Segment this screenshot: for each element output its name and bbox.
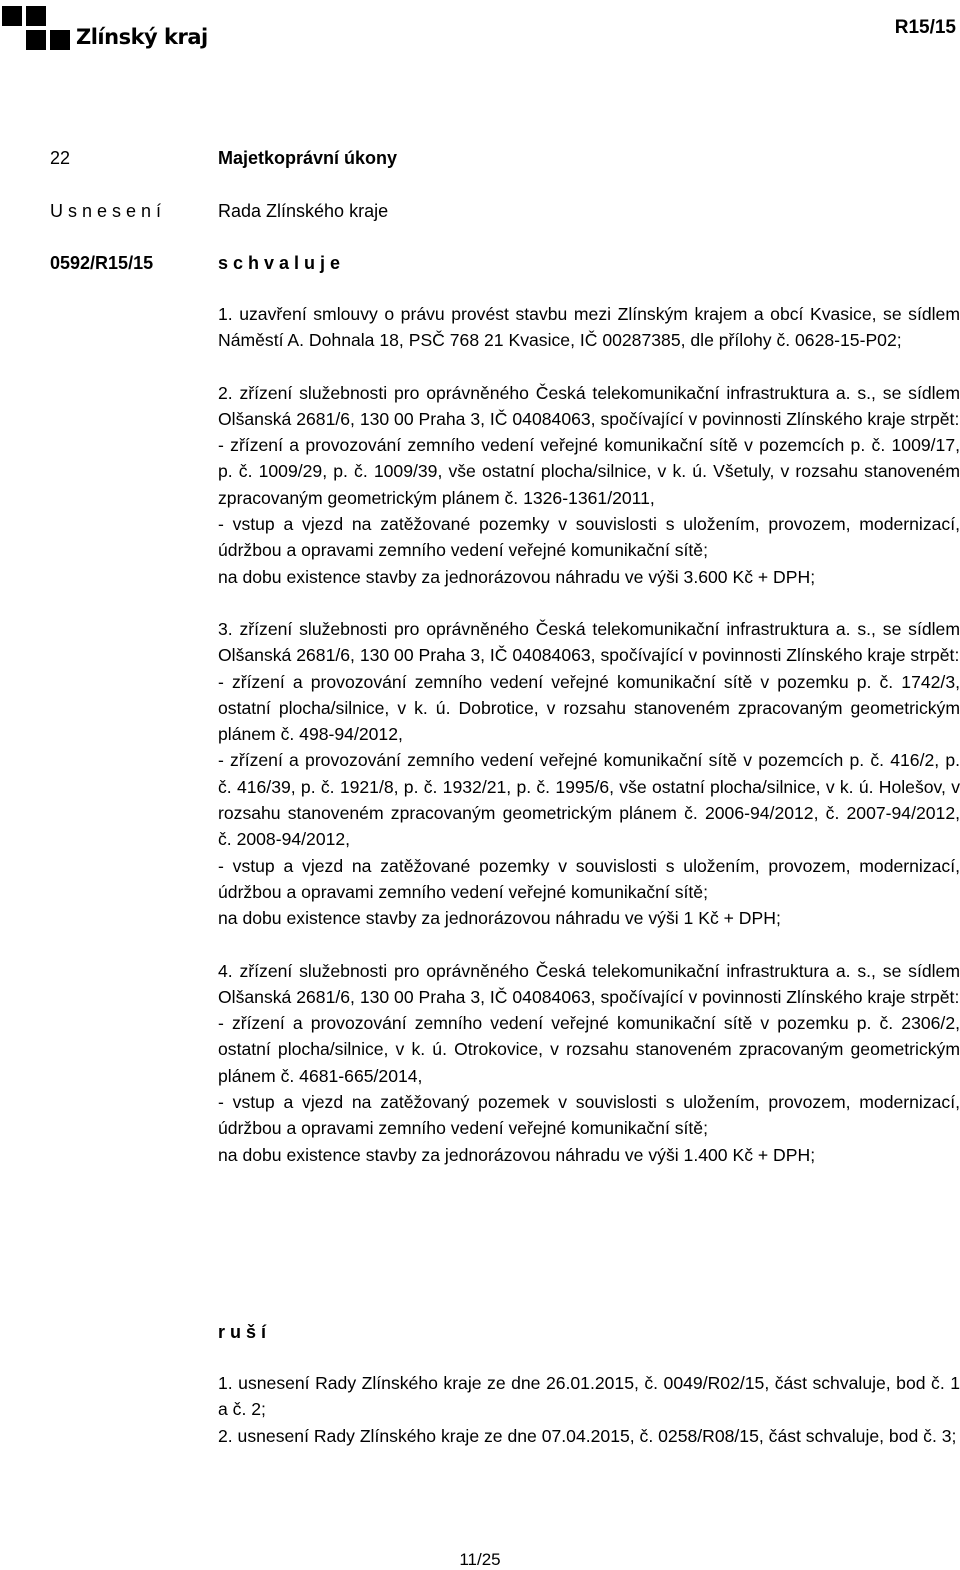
logo-square-icon [26, 30, 46, 50]
paragraph: 2. zřízení služebnosti pro oprávněného Česká telekomunikační infrastruktura a. s., se sídlem Olšanská 2681/6, 130 00 Praha 3, IČ 04084063, spočívající v povinnosti Zlínského kraje strpět: [218, 382, 960, 429]
item-title: Majetkoprávní úkony [218, 148, 398, 168]
paragraph: - zřízení a provozování zemního vedení veřejné komunikační sítě v pozemku p. č. 1742/3, ostatní plocha/silnice, v k. ú. Dobrotice, v rozsahu stanoveném zpracovaným geometrickým plánem č. 498-94/2012, [218, 671, 960, 745]
paragraph: 1. usnesení Rady Zlínského kraje ze dne 26.01.2015, č. 0049/R02/15, část schvaluje, bod č. 1 a č. 2; [218, 1373, 960, 1420]
paragraph: - vstup a vjezd na zatěžovaný pozemek v souvislosti s uložením, provozem, modernizací, údržbou a opravami zemního vedení veřejné komunikační sítě; [218, 1092, 960, 1139]
logo-square-icon [50, 30, 70, 50]
paragraph: 2. usnesení Rady Zlínského kraje ze dne 07.04.2015, č. 0258/R08/15, část schvaluje, bod č. 3; [218, 1425, 957, 1446]
paragraph: 3. zřízení služebnosti pro oprávněného Česká telekomunikační infrastruktura a. s., se sídlem Olšanská 2681/6, 130 00 Praha 3, IČ 04084063, spočívající v povinnosti Zlínského kraje strpět: [218, 618, 960, 666]
council-name: Rada Zlínského kraje [218, 201, 389, 221]
paragraph: - vstup a vjezd na zatěžované pozemky v souvislosti s uložením, provozem, modernizací, údržbou a opravami zemního vedení veřejné komunikační sítě; [218, 855, 960, 902]
approve-section [218, 301, 960, 1168]
logo-square-icon [26, 6, 46, 26]
page-number: 11/25 [459, 1550, 501, 1569]
paragraph: na dobu existence stavby za jednorázovou náhradu ve výši 3.600 Kč + DPH; [218, 566, 816, 587]
cancel-section [218, 1370, 960, 1449]
paragraph: 1. uzavření smlouvy o právu provést stavbu mezi Zlínským krajem a obcí Kvasice, se sídlem Náměstí A. Dohnala 18, PSČ 768 21 Kvasice, IČ 00287385, dle přílohy č. 0628-15-P02; [218, 304, 960, 351]
logo-square-icon [2, 6, 22, 26]
paragraph: na dobu existence stavby za jednorázovou náhradu ve výši 1 Kč + DPH; [218, 908, 781, 929]
item-number: 22 [50, 148, 71, 168]
paragraph: na dobu existence stavby za jednorázovou náhradu ve výši 1.400 Kč + DPH; [218, 1144, 816, 1165]
verb-cancel: r u š í [218, 1322, 267, 1342]
logo-text: Zlínský kraj [76, 25, 208, 49]
resolution-number: 0592/R15/15 [50, 253, 154, 273]
document-number: R15/15 [894, 17, 956, 38]
usneseni-label: U s n e s e n í [50, 201, 162, 221]
paragraph: 4. zřízení služebnosti pro oprávněného Česká telekomunikační infrastruktura a. s., se sídlem Olšanská 2681/6, 130 00 Praha 3, IČ 04084063, spočívající v povinnosti Zlínského kraje strpět: [218, 960, 960, 1007]
paragraph: - zřízení a provozování zemního vedení veřejné komunikační sítě v pozemku p. č. 2306/2, ostatní plocha/silnice, v k. ú. Otrokovice, v rozsahu stanoveném zpracovaným geometrickým plánem č. 4681-665/2014, [218, 1013, 960, 1086]
paragraph: - zřízení a provozování zemního vedení veřejné komunikační sítě v pozemcích p. č. 416/2, p. č. 416/39, p. č. 1921/8, p. č. 1932/21, p. č. 1995/6, vše ostatní plocha/silnice, v k. ú. Holešov, v rozsahu stanoveném zpracovaným geometrickým plánem č. 2006-94/2012, č. 2007-94/2012, č. 2008-94/2012, [218, 750, 960, 850]
paragraph: - zřízení a provozování zemního vedení veřejné komunikační sítě v pozemcích p. č. 1009/17, p. č. 1009/29, p. č. 1009/39, vše ostatní plocha/silnice, v k. ú. Všetuly, v rozsahu stanoveném zpracovaným geometrickým plánem č. 1326-1361/2011, [218, 435, 960, 508]
zlinsky-kraj-logo [2, 6, 208, 56]
paragraph: - vstup a vjezd na zatěžované pozemky v souvislosti s uložením, provozem, modernizací, údržbou a opravami zemního vedení veřejné komunikační sítě; [218, 514, 960, 561]
verb-approve: s c h v a l u j e [218, 253, 341, 273]
